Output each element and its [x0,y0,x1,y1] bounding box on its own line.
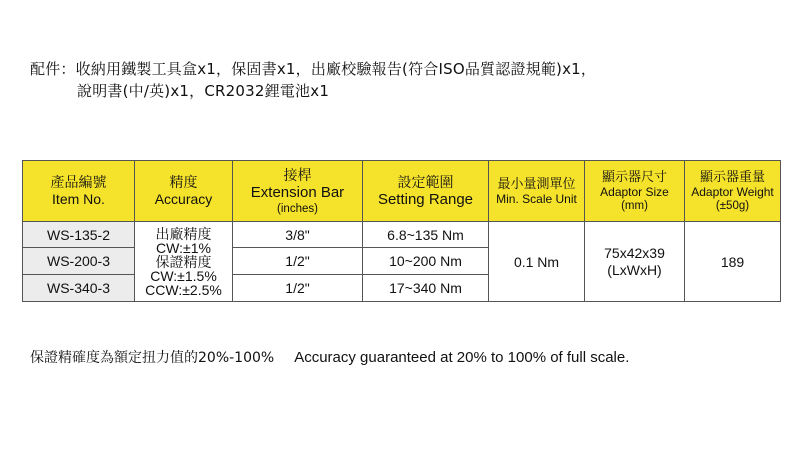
header-accuracy [135,161,233,222]
item-number-cell: WS-200-3 [23,248,135,275]
table-header-row [23,161,781,222]
header-extension-unit: (inches) [277,202,318,215]
accuracy-note-zh: 保證精確度為額定扭力值的20%-100% [30,350,275,366]
spec-table [22,160,781,302]
header-scale [489,161,585,222]
header-accuracy-en: Accuracy [154,191,213,207]
header-weight-zh: 顯示器重量 [699,169,765,184]
header-item-zh: 產品編號 [50,174,107,190]
adaptor-weight-cell: 189 [685,222,781,302]
header-size [585,161,685,222]
accuracy-line: 出廠精度 [155,225,212,242]
header-extension-zh: 接桿 [283,166,312,183]
header-accuracy-zh: 精度 [169,174,198,190]
accuracy-note-en: Accuracy guaranteed at 20% to 100% of full scale. [294,349,630,366]
header-size-unit: (mm) [621,200,648,212]
extension-cell: 1/2" [233,275,363,302]
range-cell: 6.8~135 Nm [363,222,489,248]
accuracy-line: CW:±1% [156,239,211,256]
table-row [23,222,781,248]
header-size-en: Adaptor Size [600,185,669,199]
header-size-zh: 顯示器尺寸 [601,169,667,184]
accessories-line-2: 說明書(中/英)x1，CR2032鋰電池x1 [77,82,330,100]
accessories-text [30,58,596,102]
header-scale-en: Min. Scale Unit [496,192,577,206]
header-extension [233,161,363,222]
accessories-line-1: 配件：收納用鐵製工具盒x1，保固書x1，出廠校驗報告(符合ISO品質認證規範)x1， [30,60,597,78]
header-range-en: Setting Range [377,190,474,208]
range-cell: 10~200 Nm [363,248,489,275]
adaptor-size-order: (LxWxH) [607,261,662,278]
header-extension-en: Extension Bar [250,183,345,201]
accuracy-line: 保證精度 [155,253,212,270]
header-weight-unit: (±50g) [715,200,750,212]
item-number-cell: WS-340-3 [23,275,135,302]
accuracy-line: CW:±1.5% [150,267,217,284]
min-scale-cell: 0.1 Nm [489,222,585,302]
adaptor-size-cell [585,222,685,302]
extension-cell: 3/8" [233,222,363,248]
header-scale-zh: 最小量測單位 [497,176,576,191]
header-item [23,161,135,222]
header-item-en: Item No. [52,191,105,207]
item-number-cell: WS-135-2 [23,222,135,248]
adaptor-size-dims: 75x42x39 [604,244,665,261]
header-weight-en: Adaptor Weight [691,185,774,199]
header-weight [685,161,781,222]
header-range [363,161,489,222]
accuracy-cell [135,222,233,302]
range-cell: 17~340 Nm [363,275,489,302]
header-range-zh: 設定範圍 [397,173,454,190]
accuracy-note [30,347,629,367]
accuracy-line: CCW:±2.5% [145,281,222,298]
extension-cell: 1/2" [233,248,363,275]
